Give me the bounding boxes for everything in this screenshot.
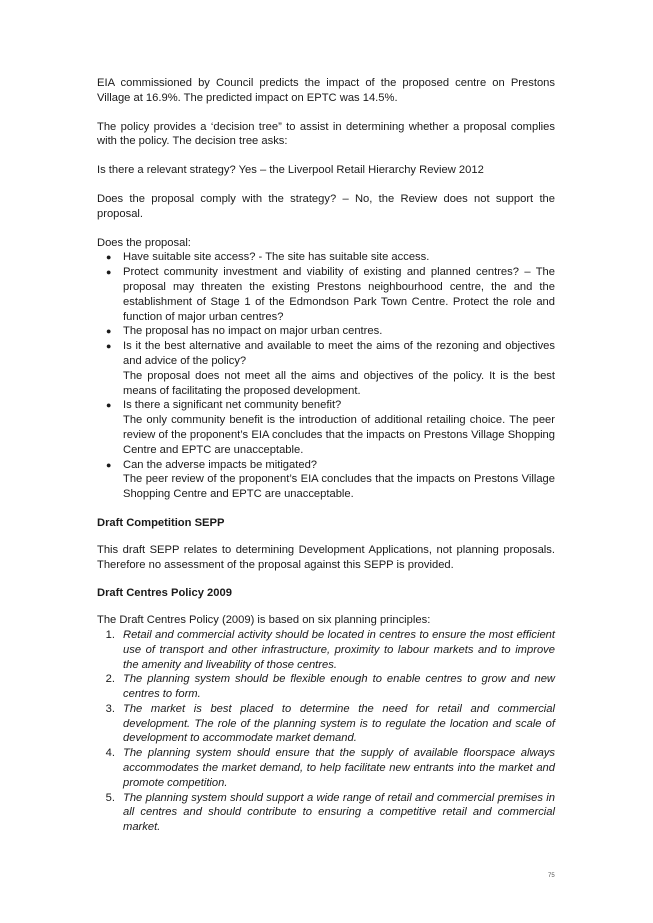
paragraph-relevant-strategy: Is there a relevant strategy? Yes – the Liverpool Retail Hierarchy Review 2012 [97, 164, 484, 177]
list-item [97, 339, 555, 398]
list-item [97, 672, 555, 702]
list-item [97, 250, 555, 265]
section-heading-centres-policy: Draft Centres Policy 2009 [97, 587, 232, 600]
list-number: 1. [105, 628, 115, 641]
section-heading-competition-sepp: Draft Competition SEPP [97, 516, 225, 529]
list-item-answer: The only community benefit is the introduction of additional retailing choice. The peer review of the proponent’s EIA concludes that the impacts on Prestons Village Shopping Centre and EPTC are unacceptable. [123, 414, 555, 456]
list-item [97, 746, 555, 790]
paragraph-comply-strategy: Does the proposal comply with the strategy? – No, the Review does not support the proposal. [97, 192, 555, 220]
list-item [97, 324, 555, 339]
principles-list [97, 628, 555, 835]
list-number: 5. [105, 791, 115, 804]
list-item [97, 702, 555, 746]
page-number: 75 [548, 873, 555, 879]
document-page [97, 76, 555, 835]
paragraph-eia-impact: EIA commissioned by Council predicts the impact of the proposed centre on Prestons Village at 16.9%. The predicted impact on EPTC was 14.5%. [97, 77, 555, 104]
list-number: 3. [105, 702, 115, 715]
list-item-answer: The proposal does not meet all the aims and objectives of the policy. It is the best means of facilitating the proposed development. [123, 369, 555, 397]
list-number: 2. [105, 673, 115, 686]
list-item-text: The proposal has no impact on major urban centres. [123, 325, 383, 338]
paragraph-draft-sepp: This draft SEPP relates to determining Development Applications, not planning proposals. Therefore no assessment of the proposal against this SEPP is provided. [97, 543, 555, 571]
list-item-text: The market is best placed to determine the need for retail and commercial development. The role of the planning system is to regulate the location and scale of development to accommodate market demand. [123, 702, 555, 745]
list-item [97, 458, 555, 502]
bullet-icon: ● [106, 252, 112, 263]
list-item-text: Have suitable site access? - The site has suitable site access. [123, 251, 430, 264]
bullet-icon: ● [106, 326, 112, 337]
bullet-icon: ● [106, 459, 112, 470]
list-number: 4. [105, 747, 115, 760]
list-item-text: Retail and commercial activity should be located in centres to ensure the most efficient use of transport and other infrastructure, proximity to labour markets and to improve the amenity and liveability of those centres. [123, 628, 555, 671]
list-item-text: The planning system should support a wide range of retail and commercial premises in all centres and should contribute to ensuring a competitive retail and commercial market. [123, 791, 555, 834]
list-item-text: Is there a significant net community benefit? [123, 399, 342, 412]
list-item-answer: The peer review of the proponent’s EIA concludes that the impacts on Prestons Village Shopping Centre and EPTC are unacceptable. [123, 473, 555, 501]
list-item-text: Is it the best alternative and available to meet the aims of the rezoning and objectives and advice of the policy? [123, 340, 555, 367]
list-item [97, 628, 555, 672]
list-item-text: The planning system should be flexible enough to enable centres to grow and new centres to form. [123, 673, 555, 701]
list-item-text: Protect community investment and viability of existing and planned centres? – The proposal may threaten the existing Prestons neighbourhood centre, the and the establishment of Stage 1 of the Edmondson Park Town Centre. Protect the role and function of major urban centres? [123, 266, 555, 323]
paragraph-does-proposal: Does the proposal: [97, 236, 191, 249]
bullet-icon: ● [106, 267, 112, 278]
decision-tree-list [97, 250, 555, 502]
paragraph-decision-tree: The policy provides a ‘decision tree” to assist in determining whether a proposal complies with the policy. The decision tree asks: [97, 120, 555, 148]
list-item-text: Can the adverse impacts be mitigated? [123, 458, 318, 471]
bullet-icon: ● [106, 400, 112, 411]
list-item [97, 398, 555, 457]
paragraph-six-principles: The Draft Centres Policy (2009) is based on six planning principles: [97, 614, 431, 627]
list-item [97, 265, 555, 324]
list-item [97, 791, 555, 835]
list-item-text: The planning system should ensure that the supply of available floorspace always accommodates the market demand, to help facilitate new entrants into the market and promote competition. [123, 747, 555, 789]
bullet-icon: ● [106, 341, 112, 352]
